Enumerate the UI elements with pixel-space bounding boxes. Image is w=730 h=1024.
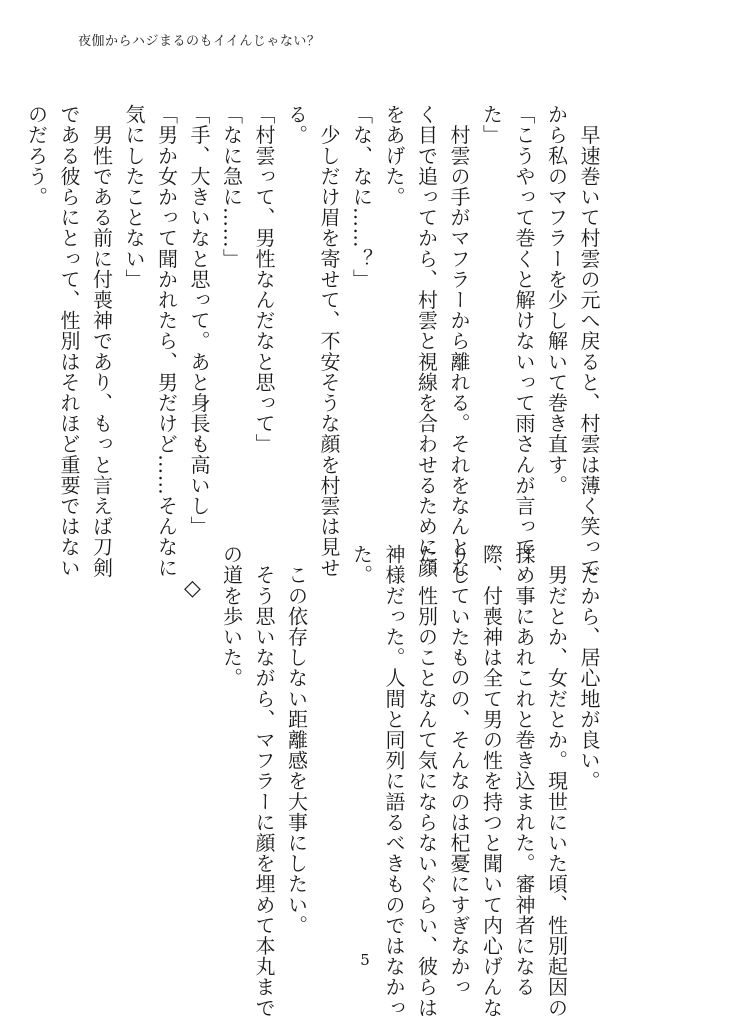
text-line: この依存しない距離感を大事にしたい。 (284, 544, 309, 936)
text-line: 「村雲って、男性なんだなと思って」 (252, 104, 276, 455)
text-line: だから、居心地が良い。 (577, 544, 601, 792)
text-line: た」 (479, 104, 504, 146)
text-line: 村雲の手がマフラーから離れる。それをなんとな (447, 104, 471, 578)
text-line: 男だとか、女だとか。現世にいた頃、性別起因の (544, 544, 569, 1018)
text-line (313, 544, 346, 944)
page-number: 5 (360, 951, 370, 969)
text-line: た。 (349, 544, 374, 586)
text-line: 際、付喪神は全て男の性を持つと聞いて内心げんな (479, 544, 504, 1018)
text-line: 気にしたことない」 (122, 104, 146, 290)
text-line: 「手、大きいなと思って。あと身長も高いし」 (187, 104, 211, 537)
text-line: 少しだけ眉を寄せて、不安そうな顔を村雲は見せ (317, 104, 341, 578)
text-line: る。 (284, 104, 309, 146)
upper-text-block (20, 104, 605, 578)
text-line: 「男か女かって聞かれたら、男だけど……そんなに (154, 104, 179, 578)
lower-text-block (215, 544, 605, 1018)
text-line: である彼らにとって、性別はそれほど重要ではない (57, 104, 81, 578)
text-line: 神様だった。人間と同列に語るべきものではなかっ (382, 544, 406, 1018)
text-line: 揉め事にあれこれと巻き込まれた。審神者になる (512, 544, 536, 998)
text-line: 「なに急に……」 (219, 104, 244, 269)
text-line: そう思いながら、マフラーに顔を埋めて本丸まで (252, 544, 276, 1018)
text-line: く目で追ってから、村雲と視線を合わせるために顔 (414, 104, 439, 578)
text-line: 男性である前に付喪神であり、もっと言えば刀剣 (89, 104, 114, 578)
text-line: りしていたものの、そんなのは杞憂にすぎなかっ (447, 544, 471, 998)
running-header: 夜伽からハジまるのもイイんじゃない？ (78, 34, 321, 49)
text-line: 「な、なに……？」 (349, 104, 374, 290)
scene-separator: ◇ (184, 576, 201, 601)
text-line: の道を歩いた。 (219, 544, 244, 689)
text-line: から私のマフラーを少し解いて巻き直す。 (544, 104, 569, 496)
text-line: 「こうやって巻くと解けないって雨さんが言って (512, 104, 536, 558)
text-line: のだろう。 (24, 104, 49, 207)
text-line: 早速巻いて村雲の元へ戻ると、村雲は薄く笑って (577, 104, 601, 578)
text-line: をあげた。 (382, 104, 406, 207)
text-line: た。性別のことなんて気にならないぐらい、彼らは (414, 544, 439, 1018)
